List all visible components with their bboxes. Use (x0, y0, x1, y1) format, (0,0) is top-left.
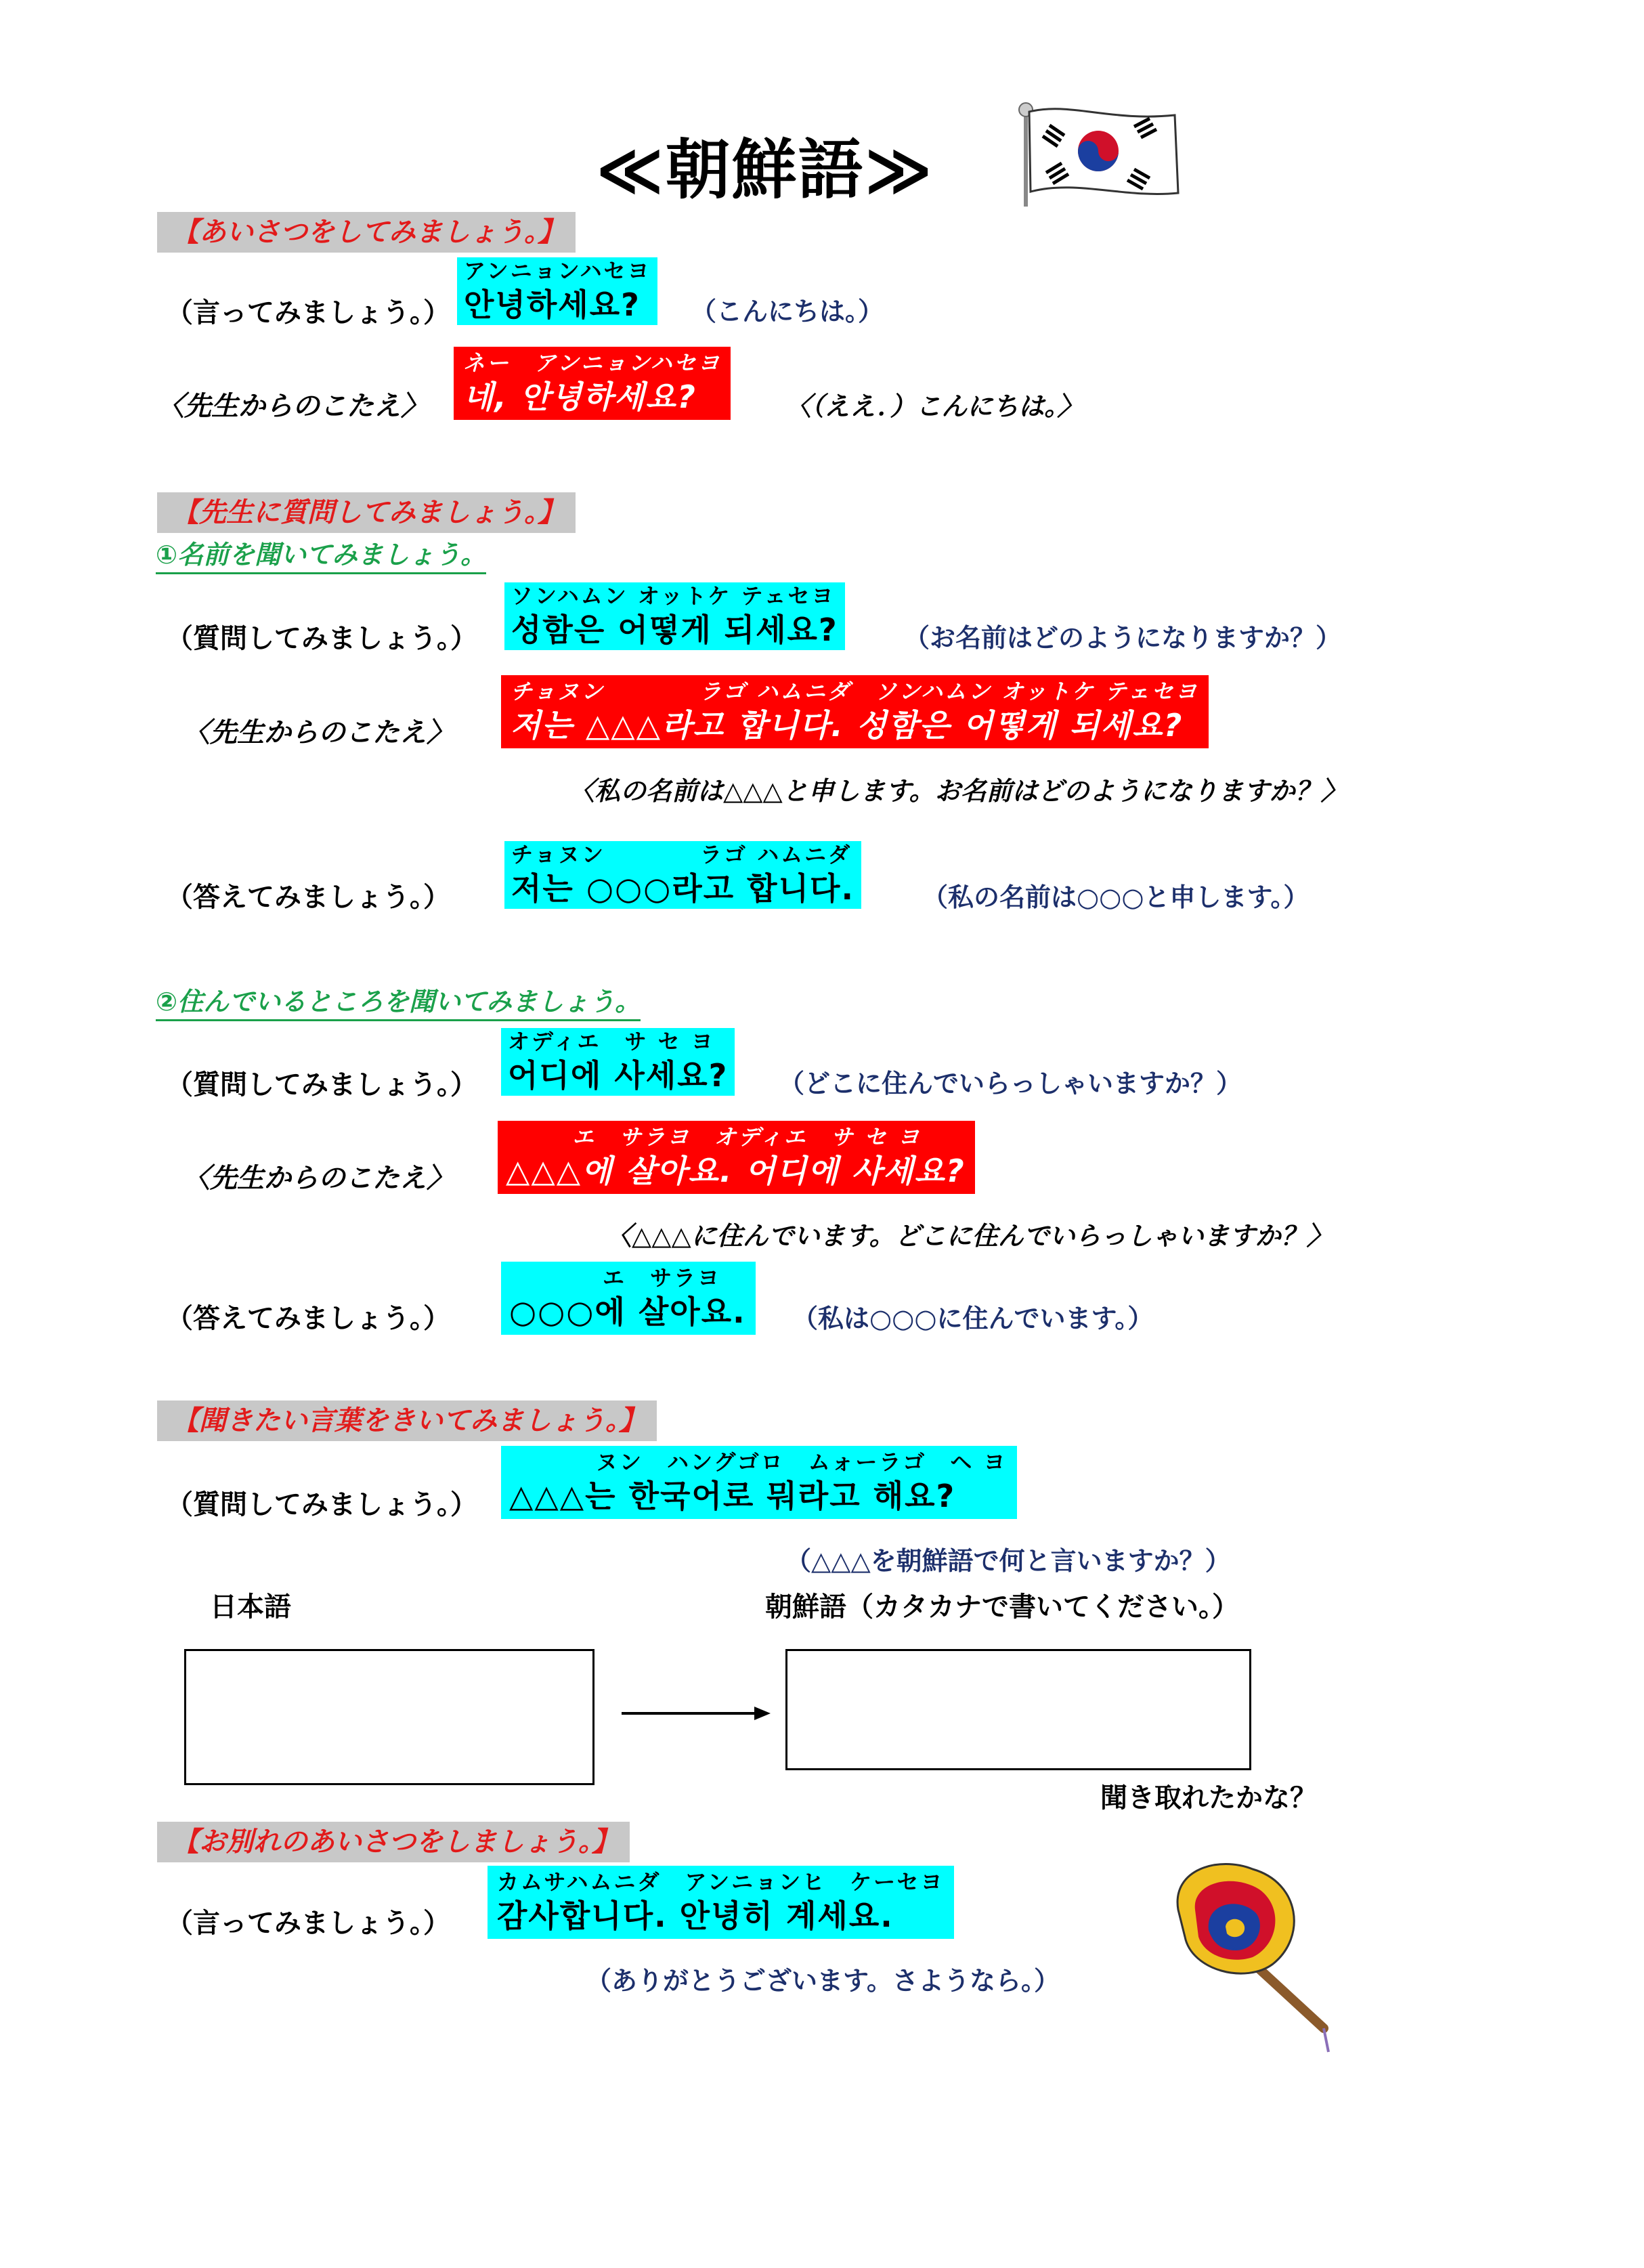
home-ask-phrase (501, 1028, 735, 1096)
name-subheading: ①名前を聞いてみましょう。 (156, 538, 486, 574)
section-words-heading: 【聞きたい言葉をきいてみましょう。】 (157, 1400, 657, 1441)
words-ask-phrase (501, 1446, 1017, 1519)
section-farewell-heading: 【お別れのあいさつをしましょう。】 (157, 1822, 630, 1862)
greeting-reply-phrase (454, 347, 731, 420)
greeting-reply-label: 〈先生からのこたえ〉 (157, 391, 428, 422)
section-ask-teacher-heading: 【先生に質問してみましょう。】 (157, 492, 576, 533)
home-ask-korean: 어디에 사세요? (508, 1057, 729, 1094)
name-ask-ruby: ソンハムン オットケ テェセヨ (511, 583, 836, 609)
home-answer-label: （答えてみましょう。） (166, 1303, 450, 1334)
words-ask-ruby: ヌン ハングゴロ ムォーラゴ ヘ ヨ (596, 1449, 1008, 1475)
section-greeting-heading: 【あいさつをしてみましょう。】 (157, 212, 576, 253)
name-ask-label: （質問してみましょう。） (166, 623, 477, 654)
words-ask-label: （質問してみましょう。） (166, 1489, 477, 1520)
name-reply-korean: 저는 △△△라고 합니다. 성함은 어떻게 되세요? (511, 707, 1184, 744)
home-reply-translation: 〈△△△に住んでいます。どこに住んでいらっしゃいますか？〉 (606, 1221, 1333, 1251)
arrow-right-icon (622, 1703, 771, 1724)
korean-fan-icon (1165, 1856, 1341, 2059)
home-subheading: ②住んでいるところを聞いてみましょう。 (156, 985, 641, 1021)
japanese-label: 日本語 (210, 1591, 291, 1623)
korean-answer-box[interactable] (785, 1649, 1251, 1770)
farewell-say-ruby: カムサハムニダ アンニョンヒ ケーセヨ (497, 1869, 945, 1895)
greeting-say-translation: （こんにちは。） (691, 297, 884, 326)
name-ask-phrase (504, 582, 845, 650)
name-answer-phrase (504, 841, 861, 909)
home-answer-phrase (501, 1262, 756, 1335)
greeting-say-label: （言ってみましょう。） (166, 297, 450, 328)
greeting-say-phrase (457, 257, 657, 325)
home-reply-korean: △△△에 살아요. 어디에 사세요? (506, 1153, 966, 1189)
name-answer-translation: （私の名前は○○○と申します。） (922, 882, 1310, 912)
name-answer-korean: 저는 ○○○라고 합니다. (511, 870, 855, 907)
home-ask-label: （質問してみましょう。） (166, 1069, 477, 1100)
farewell-say-translation: （ありがとうございます。さようなら。） (586, 1966, 1060, 1996)
words-ask-korean: △△△는 한국어로 뭐라고 해요? (509, 1478, 956, 1514)
farewell-say-korean: 감사합니다. 안녕히 계세요. (497, 1898, 894, 1934)
greeting-reply-korean: 네, 안녕하세요? (463, 379, 697, 415)
name-answer-label: （答えてみましょう。） (166, 882, 450, 913)
japanese-answer-box[interactable] (184, 1649, 594, 1785)
name-reply-label: 〈先生からのこたえ〉 (183, 717, 454, 748)
home-answer-ruby: エ サラヨ (603, 1265, 722, 1291)
home-ask-ruby: オディエ サ セ ヨ (508, 1029, 715, 1054)
home-answer-translation: （私は○○○に住んでいます。） (792, 1304, 1154, 1333)
words-ask-translation: （△△△を朝鮮語で何と言いますか？） (785, 1546, 1231, 1576)
name-answer-ruby: チョヌン ラゴ ハムニダ (511, 842, 852, 868)
home-reply-phrase (498, 1121, 975, 1194)
listening-caption: 聞き取れたかな？ (1100, 1782, 1317, 1814)
name-ask-korean: 성함은 어떻게 되세요? (511, 612, 838, 648)
greeting-reply-ruby: ネー アンニョンハセヨ (463, 350, 722, 376)
name-reply-translation: 〈私の名前は△△△と申します。お名前はどのようになりますか？〉 (569, 776, 1347, 806)
greeting-say-ruby: アンニョンハセヨ (464, 258, 651, 284)
korean-label: 朝鮮語（カタカナで書いてください。） (765, 1591, 1239, 1623)
korean-flag-icon (1016, 98, 1185, 207)
home-reply-ruby: エ サラヨ オディエ サ セ ヨ (572, 1124, 922, 1150)
greeting-reply-translation: 〈（ええ．）こんにちは。〉 (785, 391, 1083, 421)
home-answer-korean: ○○○에 살아요. (509, 1293, 746, 1330)
name-reply-phrase (501, 675, 1209, 748)
farewell-say-phrase (488, 1866, 954, 1939)
name-reply-ruby: チョヌン ラゴ ハムニダ ソンハムン オットケ テェセヨ (511, 679, 1199, 704)
name-ask-translation: （お名前はどのようになりますか？） (904, 623, 1342, 653)
farewell-say-label: （言ってみましょう。） (166, 1908, 450, 1939)
page-title: ≪朝鮮語≫ (596, 132, 934, 208)
home-reply-label: 〈先生からのこたえ〉 (183, 1163, 454, 1194)
home-ask-translation: （どこに住んでいらっしゃいますか？） (779, 1069, 1242, 1098)
greeting-say-korean: 안녕하세요? (464, 286, 641, 323)
